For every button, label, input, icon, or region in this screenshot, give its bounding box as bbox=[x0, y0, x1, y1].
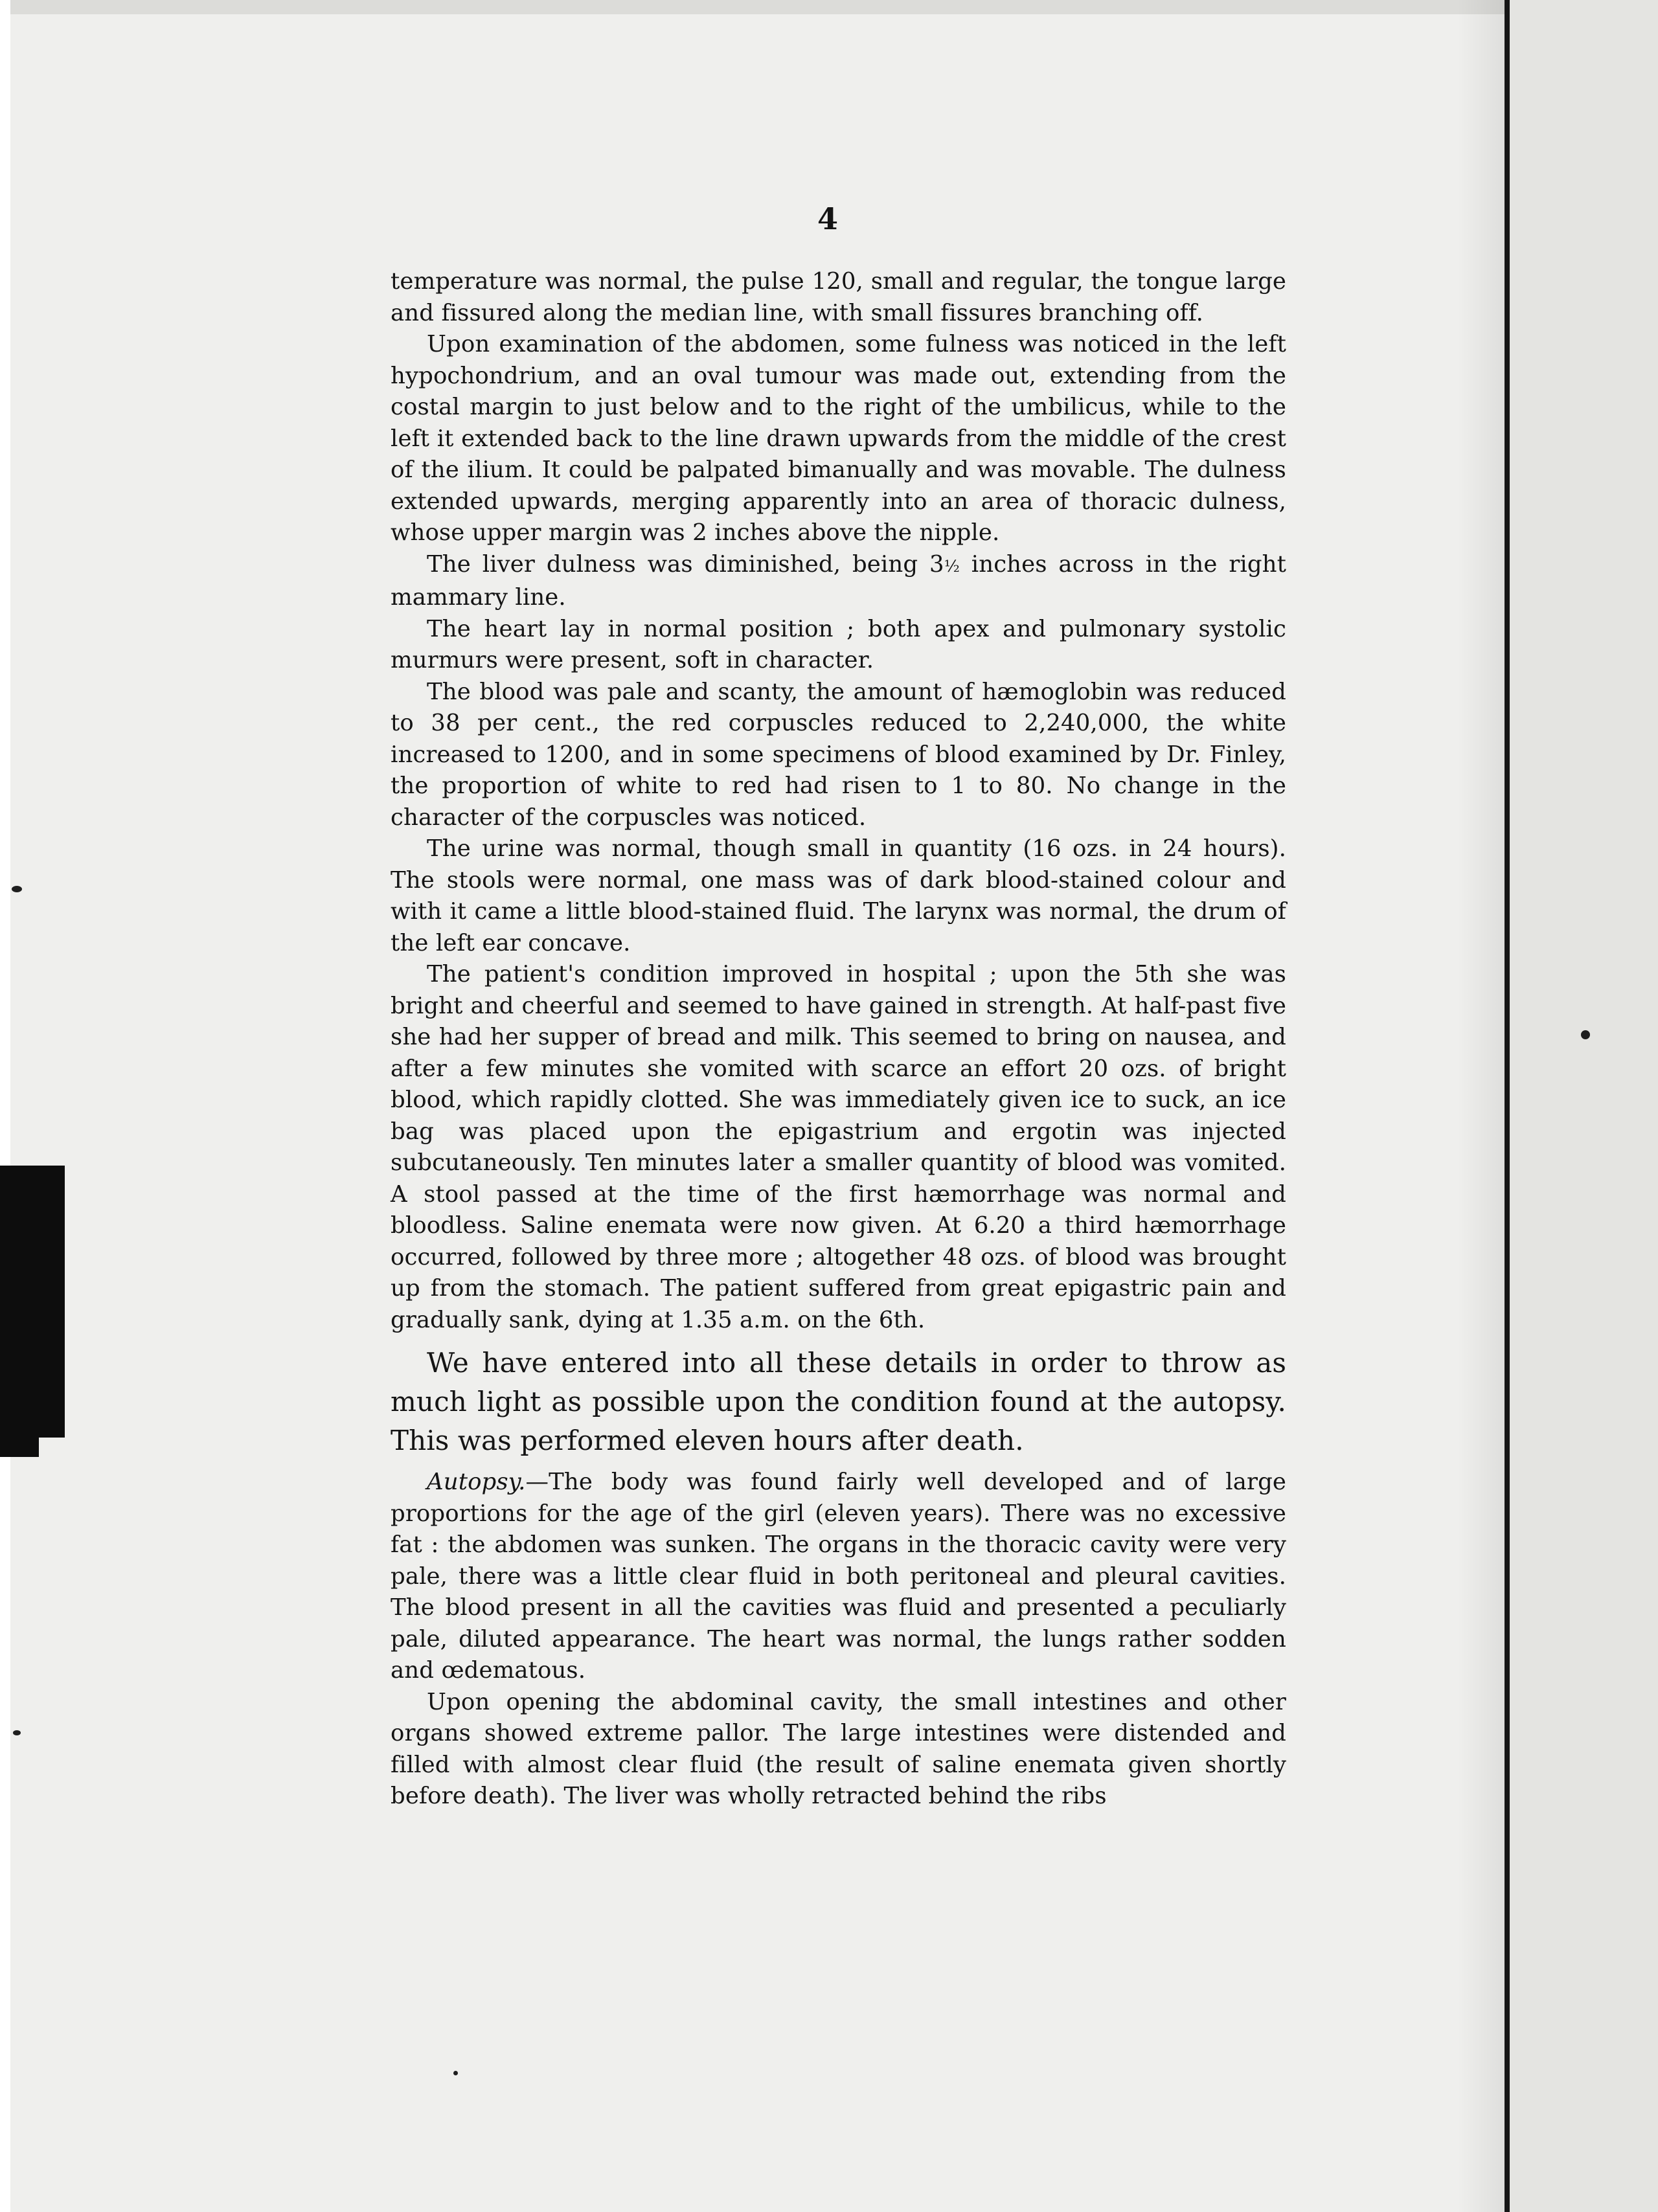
paragraph-text: The liver dulness was diminished, being 3 bbox=[427, 550, 944, 578]
page-left-edge bbox=[0, 0, 10, 2212]
fraction: ½ bbox=[944, 556, 960, 576]
binding-shadow-lower bbox=[0, 1321, 39, 1457]
paragraph: Upon opening the abdominal cavity, the small intestines and other organs showed extreme pallor. The large intestines were distended and filled with almost clear fluid (the result of saline enemata given shortly before death). The liver was wholly retracted behind the ribs bbox=[391, 1688, 1286, 1809]
body-text bbox=[391, 266, 1286, 1812]
ink-speck bbox=[1581, 1030, 1590, 1039]
book-spine bbox=[1505, 0, 1510, 2212]
page-top-edge bbox=[0, 0, 1658, 14]
paragraph bbox=[391, 549, 1286, 614]
gutter-shadow bbox=[1457, 0, 1505, 2212]
paragraph bbox=[391, 1467, 1286, 1687]
facing-page-edge bbox=[1510, 0, 1658, 2212]
ink-speck bbox=[12, 886, 22, 892]
section-heading: Autopsy. bbox=[427, 1469, 526, 1495]
paragraph: The blood was pale and scanty, the amount of hæmoglobin was reduced to 38 per cent., the red corpuscles reduced to 2,240,000, the white increased to 1200, and in some specimens of blood examined by Dr. Finley, the proportion of white to red had risen to 1 to 80. No change in the character of the corpuscles was noticed. bbox=[391, 678, 1286, 831]
paragraph: The heart lay in normal position ; both apex and pulmonary systolic murmurs were present, soft in character. bbox=[391, 615, 1286, 673]
paragraph-text: —The body was found fairly well developed and of large proportions for the age of the girl (eleven years). There was no excessive fat : the abdomen was sunken. The organs in the thoracic cavity were very pale, there was a little clear fluid in both peritoneal and pleural cavities. The blood present in all the cavities was fluid and presented a peculiarly pale, diluted appearance. The heart was normal, the lungs rather sodden and œdematous. bbox=[391, 1469, 1286, 1684]
paragraph: Upon examination of the abdomen, some fulness was noticed in the left hypochondrium, and an oval tumour was made out, extending from the costal margin to just below and to the right of the umbilicus, while to the left it extended back to the line drawn upwards from the middle of the crest of the ilium. It could be palpated bimanually and was movable. The dulness extended upwards, merging apparently into an area of thoracic dulness, whose upper margin was 2 inches above the nipple. bbox=[391, 331, 1286, 546]
ink-speck bbox=[13, 1730, 21, 1735]
paragraph: temperature was normal, the pulse 120, small and regular, the tongue large and fissured along the median line, with small fissures branching off. bbox=[391, 268, 1286, 326]
paragraph: The patient's condition improved in hospital ; upon the 5th she was bright and cheerful and seemed to have gained in strength. At half-past five she had her supper of bread and milk. This seemed to bring on nausea, and after a few minutes she vomited with scarce an effort 20 ozs. of bright blood, which rapidly clotted. She was immediately given ice to suck, an ice bag was placed upon the epigastrium and ergotin was injected subcutaneously. Ten minutes later a smaller quantity of blood was vomited. A stool passed at the time of the first hæmorrhage was normal and bloodless. Saline enemata were now given. At 6.20 a third hæmorrhage occurred, followed by three more ; altogether 48 ozs. of blood was brought up from the stomach. The patient suffered from great epigastric pain and gradually sank, dying at 1.35 a.m. on the 6th. bbox=[391, 961, 1286, 1333]
page-number: 4 bbox=[817, 201, 838, 236]
paragraph-emphasis: We have entered into all these details in order to throw as much light as possible upon the condition found at the autopsy. This was performed eleven hours after death. bbox=[391, 1347, 1286, 1456]
paragraph: The urine was normal, though small in quantity (16 ozs. in 24 hours). The stools were normal, one mass was of dark blood-stained colour and with it came a little blood-stained fluid. The larynx was normal, the drum of the left ear concave. bbox=[391, 835, 1286, 956]
paragraph-text: inches across in the right mammary line. bbox=[391, 550, 1287, 611]
ink-speck bbox=[453, 2071, 458, 2075]
